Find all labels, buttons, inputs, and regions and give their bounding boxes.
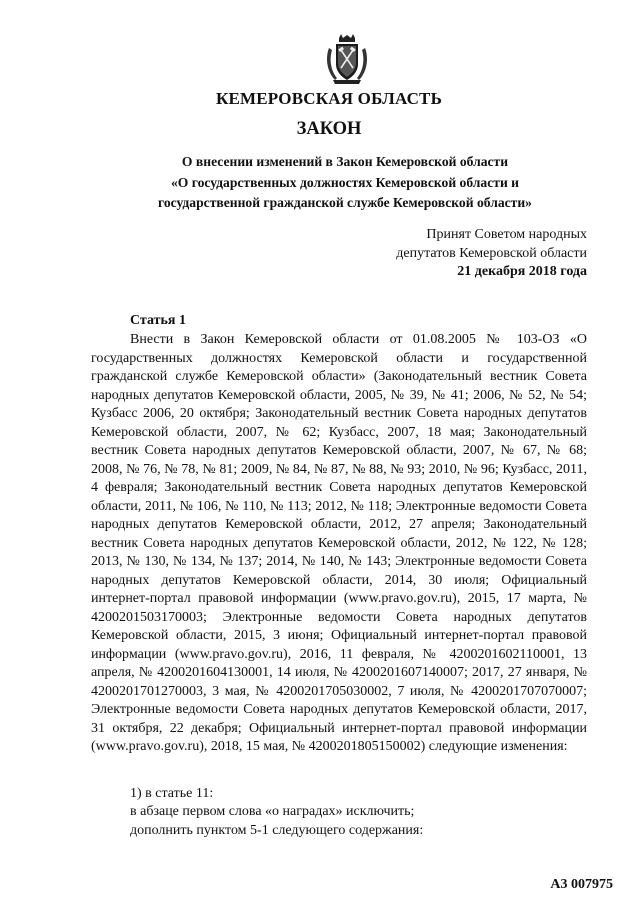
article-body-paragraph [91,331,587,757]
amendment-item: 1) в статье 11: [130,786,214,801]
adoption-block [396,226,587,282]
article-body-text: Внести в Закон Кемеровской области от 01.08.2005 № 103-ОЗ «О государственных должностях Кемеровской области и государственной гражданской службе Кемеровской области» (Законодательный вестник Совета народных депутатов Кемеровской области, 2005, № 39, № 41; 2006, № 52, № 54; Кузбасс 2006, 20 октября; Законодательный вестник Совета народных депутатов Кемеровской области, 2007, № 62; Кузбасс, 2007, 18 мая; Законодательный вестник Совета народных депутатов Кемеровской области, 2007, № 67, № 68; 2008, № 76, № 78, № 81; 2009, № 84, № 87, № 88, № 93; 2010, № 96; Кузбасс, 2011, 4 февраля; Законодательный вестник Совета народных депутатов Кемеровской области, 2011, № 106, № 110, № 113; 2012, № 118; Электронные ведомости Совета народных депутатов Кемеровской области, 2012, 27 апреля; Законодательный вестник Совета народных депутатов Кемеровской области, 2012, № 122, № 128; 2013, № 130, № 134, № 137; 2014, № 140, № 143; Электронные ведомости Совета народных депутатов Кемеровской области, 2014, 30 июля; Официальный интернет-портал правовой информации (www.pravo.gov.ru), 2015, 17 марта, № 4200201503170003; Электронные ведомости Совета народных депутатов Кемеровской области, 2015, 3 июня; Официальный интернет-портал правовой информации (www.pravo.gov.ru), 2016, 11 февраля, № 4200201602110001, 13 апреля, № 4200201604130001, 14 июля, № 4200201607140007; 2017, 27 января, № 4200201701270003, 3 мая, № 4200201705030002, 7 июля, № 4200201707070007; Электронные ведомости Совета народных депутатов Кемеровской области, 2017, 31 октября, 22 декабря; Официальный интернет-портал правовой информации (www.pravo.gov.ru), 2018, 15 мая, № 4200201805150002) следующие изменения: [91,332,587,754]
law-title-line: «О государственных должностях Кемеровской области и [170,174,520,190]
law-title [95,152,595,214]
adoption-line: Принят Советом народных [426,227,587,242]
law-title-line: О внесении изменений в Закон Кемеровской области [181,154,509,169]
law-title-line: государственной гражданской службе Кемеровской области» [158,195,532,210]
amendment-item: дополнить пунктом 5-1 следующего содержания: [130,823,424,838]
adoption-date: 21 декабря 2018 года [457,264,587,280]
amendment-item: в абзаце первом слова «о наградах» исключить; [130,804,415,819]
form-serial-number: А3 007975 [550,877,613,892]
region-heading: КЕМЕРОВСКАЯ ОБЛАСТЬ [215,89,443,108]
document-type-heading: ЗАКОН [296,119,362,139]
kemerovo-coat-of-arms-icon [323,34,371,86]
adoption-line: депутатов Кемеровской области [396,245,587,261]
article-heading: Статья 1 [130,313,186,328]
